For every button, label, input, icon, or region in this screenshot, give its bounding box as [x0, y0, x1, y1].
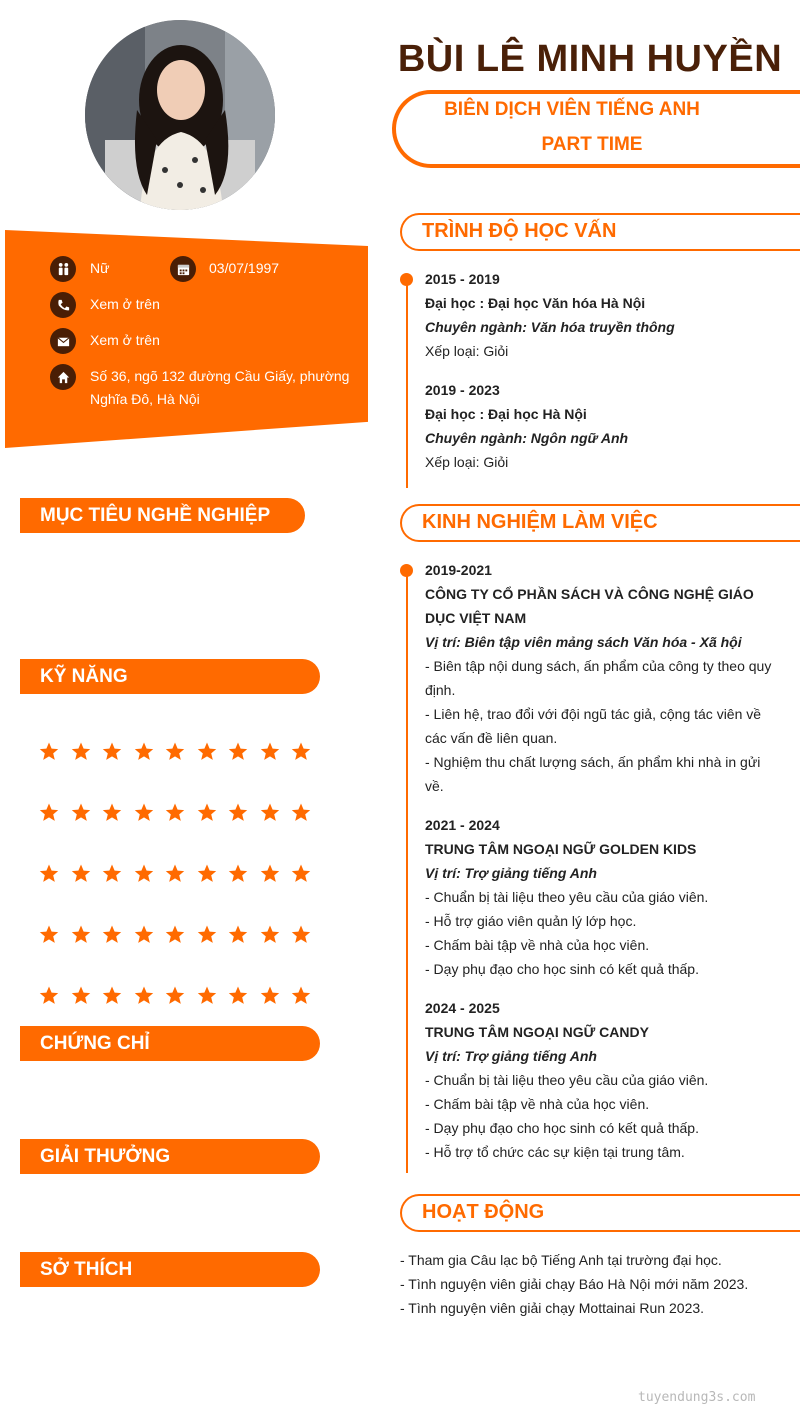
experience-duty: - Chấm bài tập về nhà của học viên. — [425, 1096, 650, 1112]
experience-duty: - Liên hệ, trao đổi với đội ngũ tác giả, cộng tác viên về các vấn đề liên quan. — [425, 706, 762, 746]
experience-position: Vị trí: Trợ giảng tiếng Anh — [425, 865, 597, 881]
experience-duty: - Hỗ trợ tổ chức các sự kiện tại trung tâm. — [425, 1144, 685, 1160]
star-icon — [133, 863, 155, 885]
star-icon — [101, 802, 123, 824]
star-icon — [259, 741, 281, 763]
activities-heading: HOẠT ĐỘNG — [400, 1194, 800, 1232]
calendar-icon — [170, 256, 196, 282]
activity-item: - Tình nguyện viên giải chạy Báo Hà Nội mới năm 2023. — [400, 1276, 749, 1292]
star-icon — [133, 802, 155, 824]
job-title-line1 — [392, 99, 792, 121]
education-grade: Xếp loại: Giỏi — [425, 454, 509, 470]
star-icon — [38, 863, 60, 885]
skill-rating-row — [38, 863, 312, 885]
star-icon — [259, 863, 281, 885]
star-icon — [227, 985, 249, 1007]
star-icon — [290, 741, 312, 763]
experience-timeline — [406, 568, 408, 1173]
experience-position: Vị trí: Trợ giảng tiếng Anh — [425, 1048, 597, 1064]
experience-heading: KINH NGHIỆM LÀM VIỆC — [400, 504, 800, 542]
star-icon — [101, 863, 123, 885]
experience-position: Vị trí: Biên tập viên mảng sách Văn hóa - Xã hội — [425, 634, 742, 650]
experience-period: 2021 - 2024 — [425, 817, 500, 833]
watermark-text: tuyendung3s.com — [638, 1390, 756, 1405]
star-icon — [290, 863, 312, 885]
star-icon — [227, 863, 249, 885]
star-icon — [101, 741, 123, 763]
education-school: Đại học : Đại học Văn hóa Hà Nội — [425, 295, 646, 311]
birthday-value: 03/07/1997 — [209, 260, 280, 276]
star-icon — [227, 802, 249, 824]
star-icon — [227, 741, 249, 763]
education-grade: Xếp loại: Giỏi — [425, 343, 509, 359]
hobbies-heading: SỞ THÍCH — [20, 1252, 320, 1287]
star-icon — [164, 924, 186, 946]
education-major: Chuyên ngành: Ngôn ngữ Anh — [425, 430, 629, 446]
star-icon — [259, 802, 281, 824]
star-icon — [70, 863, 92, 885]
experience-period: 2019-2021 — [425, 562, 492, 578]
star-icon — [196, 985, 218, 1007]
experience-item — [425, 813, 775, 981]
activity-item: - Tham gia Câu lạc bộ Tiếng Anh tại trường đại học. — [400, 1252, 722, 1268]
experience-duty: - Chấm bài tập về nhà của học viên. — [425, 937, 650, 953]
star-icon — [259, 985, 281, 1007]
activities-list — [400, 1248, 780, 1320]
star-icon — [70, 741, 92, 763]
star-icon — [101, 985, 123, 1007]
education-item — [425, 267, 775, 363]
skills-heading: KỸ NĂNG — [20, 659, 320, 694]
star-icon — [101, 924, 123, 946]
experience-duty: - Nghiệm thu chất lượng sách, ấn phẩm khi nhà in gửi về. — [425, 754, 761, 794]
star-icon — [196, 802, 218, 824]
certificates-heading: CHỨNG CHỈ — [20, 1026, 320, 1061]
star-icon — [196, 863, 218, 885]
gender-value: Nữ — [90, 260, 110, 276]
star-icon — [164, 985, 186, 1007]
job-title-line2: PART TIME — [541, 134, 643, 155]
skill-rating-row — [38, 924, 312, 946]
education-period: 2015 - 2019 — [425, 271, 500, 287]
experience-company: TRUNG TÂM NGOẠI NGỮ CANDY — [425, 1024, 649, 1040]
mail-icon — [50, 328, 76, 354]
star-icon — [38, 985, 60, 1007]
home-icon — [50, 364, 76, 390]
education-item — [425, 378, 775, 474]
experience-duty: - Dạy phụ đạo cho học sinh có kết quả thấp. — [425, 961, 699, 977]
star-icon — [164, 802, 186, 824]
phone-icon — [50, 292, 76, 318]
skill-rating-row — [38, 741, 312, 763]
star-icon — [70, 985, 92, 1007]
experience-item — [425, 996, 775, 1164]
star-icon — [70, 924, 92, 946]
experience-duty: - Chuẩn bị tài liệu theo yêu cầu của giáo viên. — [425, 1072, 709, 1088]
timeline-dot — [400, 564, 413, 577]
experience-company: CÔNG TY CỔ PHẦN SÁCH VÀ CÔNG NGHỆ GIÁO DỤC VIỆT NAM — [425, 586, 754, 626]
star-icon — [290, 802, 312, 824]
star-icon — [133, 985, 155, 1007]
star-icon — [290, 985, 312, 1007]
star-icon — [38, 741, 60, 763]
skill-rating-row — [38, 802, 312, 824]
education-major: Chuyên ngành: Văn hóa truyền thông — [425, 319, 675, 335]
candidate-name: BÙI LÊ MINH HUYỀN — [397, 38, 783, 80]
skill-rating-row — [38, 985, 312, 1007]
star-icon — [164, 741, 186, 763]
education-school: Đại học : Đại học Hà Nội — [425, 406, 587, 422]
star-icon — [133, 924, 155, 946]
star-icon — [259, 924, 281, 946]
experience-duty: - Dạy phụ đạo cho học sinh có kết quả thấp. — [425, 1120, 699, 1136]
education-heading: TRÌNH ĐỘ HỌC VẤN — [400, 213, 800, 251]
phone-value: Xem ở trên — [90, 296, 160, 312]
star-icon — [70, 802, 92, 824]
experience-item — [425, 558, 773, 798]
experience-company: TRUNG TÂM NGOẠI NGỮ GOLDEN KIDS — [425, 841, 697, 857]
awards-heading: GIẢI THƯỞNG — [20, 1139, 320, 1174]
star-icon — [38, 802, 60, 824]
star-icon — [196, 924, 218, 946]
timeline-dot — [400, 273, 413, 286]
star-icon — [196, 741, 218, 763]
profile-photo — [85, 20, 275, 210]
objective-heading: MỤC TIÊU NGHỀ NGHIỆP — [20, 498, 305, 533]
job-title-text: BIÊN DỊCH VIÊN TIẾNG ANH — [444, 99, 700, 120]
star-icon — [38, 924, 60, 946]
education-period: 2019 - 2023 — [425, 382, 500, 398]
activity-item: - Tình nguyện viên giải chạy Mottainai Run 2023. — [400, 1300, 705, 1316]
star-icon — [290, 924, 312, 946]
experience-period: 2024 - 2025 — [425, 1000, 500, 1016]
experience-duty: - Biên tập nội dung sách, ấn phẩm của công ty theo quy định. — [425, 658, 772, 698]
education-timeline — [406, 278, 408, 488]
star-icon — [227, 924, 249, 946]
experience-duty: - Chuẩn bị tài liệu theo yêu cầu của giáo viên. — [425, 889, 709, 905]
email-value: Xem ở trên — [90, 332, 160, 348]
star-icon — [164, 863, 186, 885]
address-value: Số 36, ngõ 132 đường Cầu Giấy, phường Nghĩa Đô, Hà Nội — [90, 368, 350, 407]
gender-icon — [50, 256, 76, 282]
experience-duty: - Hỗ trợ giáo viên quản lý lớp học. — [425, 913, 637, 929]
star-icon — [133, 741, 155, 763]
